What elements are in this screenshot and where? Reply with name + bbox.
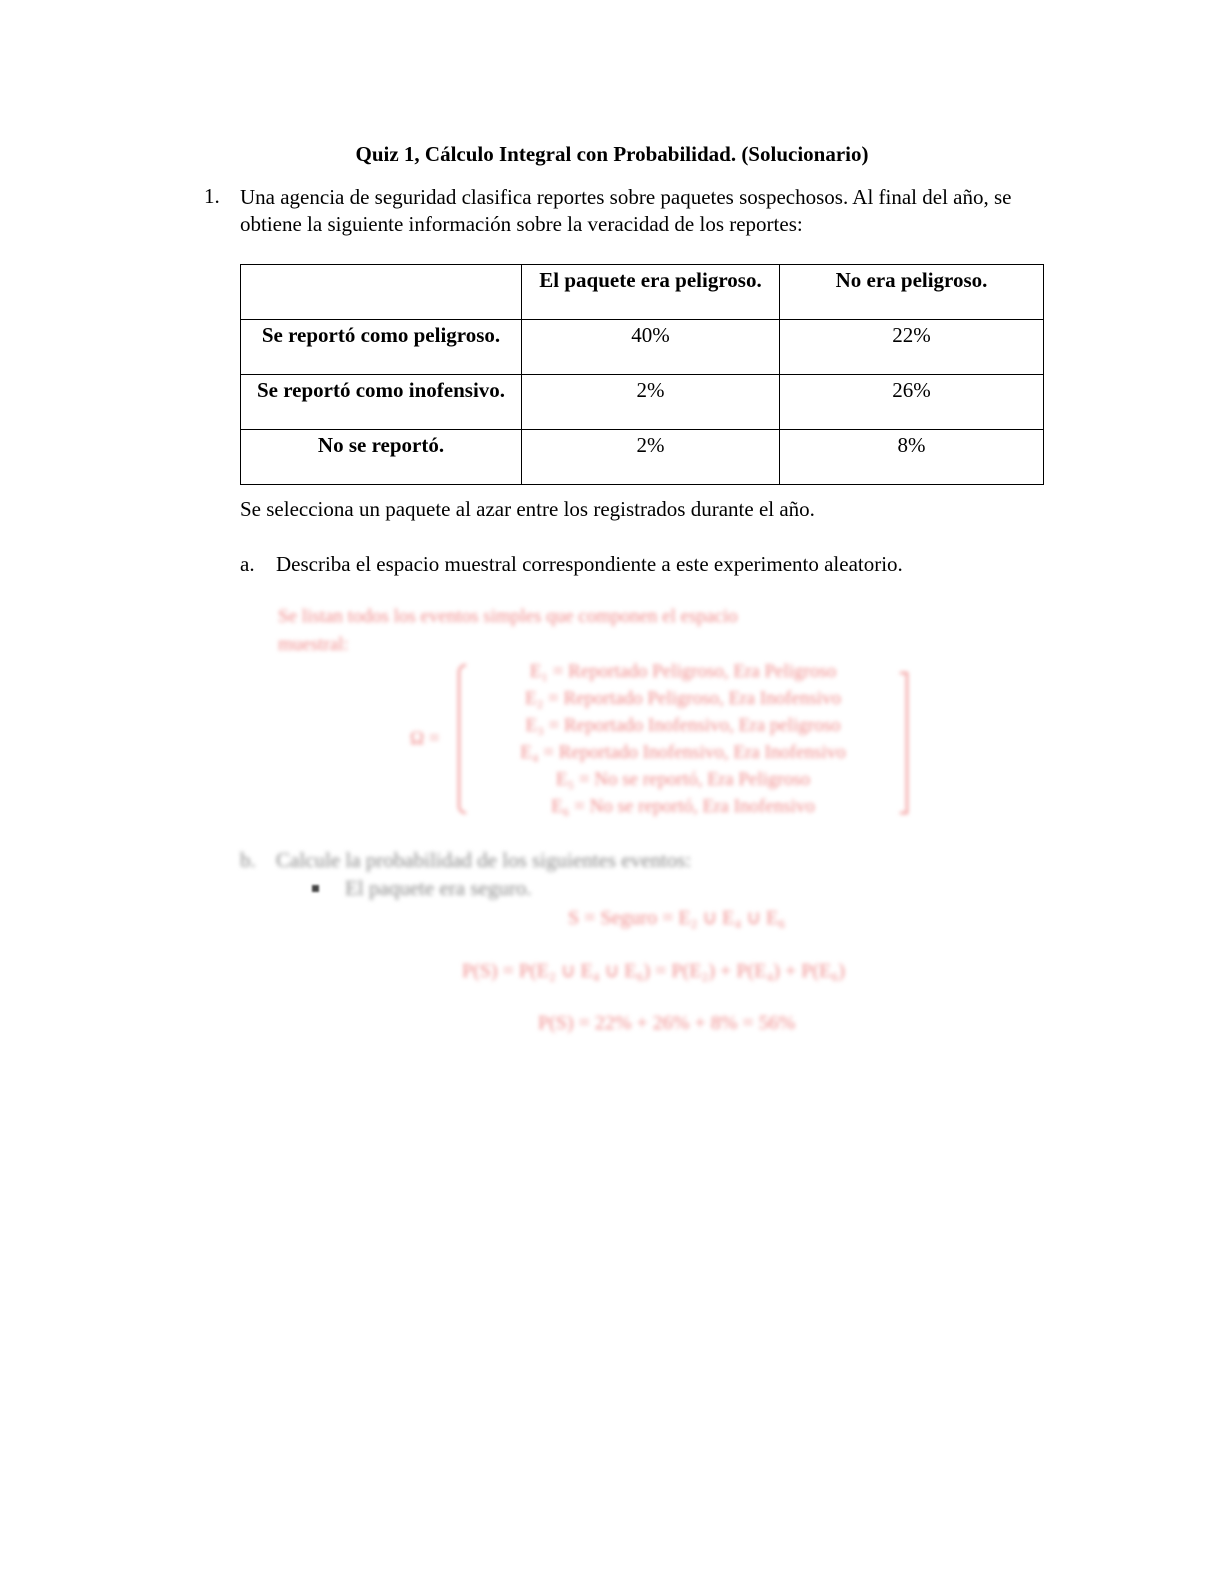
part-a-label: a. [240,552,255,576]
row-label: No se reportó. [241,430,522,485]
answer-b-line-3: P(S) = 22% + 26% + 8% = 56% [538,1012,796,1034]
table-header: No era peligroso. [780,265,1044,320]
table-cell: 2% [522,430,780,485]
table-cell: 2% [522,375,780,430]
part-b-text: Calcule la probabilidad de los siguientes eventos: [276,848,692,872]
left-brace [458,664,466,814]
table-header-row [241,265,1044,320]
table-cell: 40% [522,320,780,375]
table-row [241,375,1044,430]
part-b-bullet: El paquete era seguro. [345,876,532,900]
part-a-text: Describa el espacio muestral correspondiente a este experimento aleatorio. [276,552,903,576]
table-cell: 26% [780,375,1044,430]
part-b-label: b. [240,848,256,872]
bullet-icon [312,885,319,892]
event-item: E₁ = Reportado Peligroso, Era Peligroso [529,661,837,682]
table-row [241,430,1044,485]
table-row [241,320,1044,375]
answer-a-intro-2: muestral: [278,634,349,655]
question-number: 1. [204,184,220,208]
answer-b-line-2: P(S) = P(E₂ ∪ E₄ ∪ E₆) = P(E₂) + P(E₄) + P(E₆) [462,960,845,982]
table-cell: 22% [780,320,1044,375]
event-item: E₂ = Reportado Peligroso, Era Inofensivo [525,688,841,709]
event-item: E₄ = Reportado Inofensivo, Era Inofensivo [520,742,846,763]
event-item: E₃ = Reportado Inofensivo, Era peligroso [525,715,841,736]
answer-b-line-1: S = Seguro = E₂ ∪ E₄ ∪ E₆ [568,907,786,929]
right-bracket [900,672,908,814]
row-label: Se reportó como peligroso. [241,320,522,375]
page-title: Quiz 1, Cálculo Integral con Probabilidad. (Solucionario) [355,142,869,166]
table-header: El paquete era peligroso. [522,265,780,320]
table-header [241,265,522,320]
question-text: Una agencia de seguridad clasifica reportes sobre paquetes sospechosos. Al final del año, se obtiene la siguiente información sobre la veracidad de los reportes: [240,185,1012,236]
data-table [240,264,1044,485]
selection-text: Se selecciona un paquete al azar entre los registrados durante el año. [240,497,815,521]
table-cell: 8% [780,430,1044,485]
event-list [468,658,898,820]
omega-label: Ω = [410,728,440,749]
event-item: E₅ = No se reportó, Era Peligroso [555,769,811,790]
answer-a-intro-1: Se listan todos los eventos simples que componen el espacio [278,606,738,627]
row-label: Se reportó como inofensivo. [241,375,522,430]
event-item: E₆ = No se reportó, Era Inofensivo [551,796,815,817]
